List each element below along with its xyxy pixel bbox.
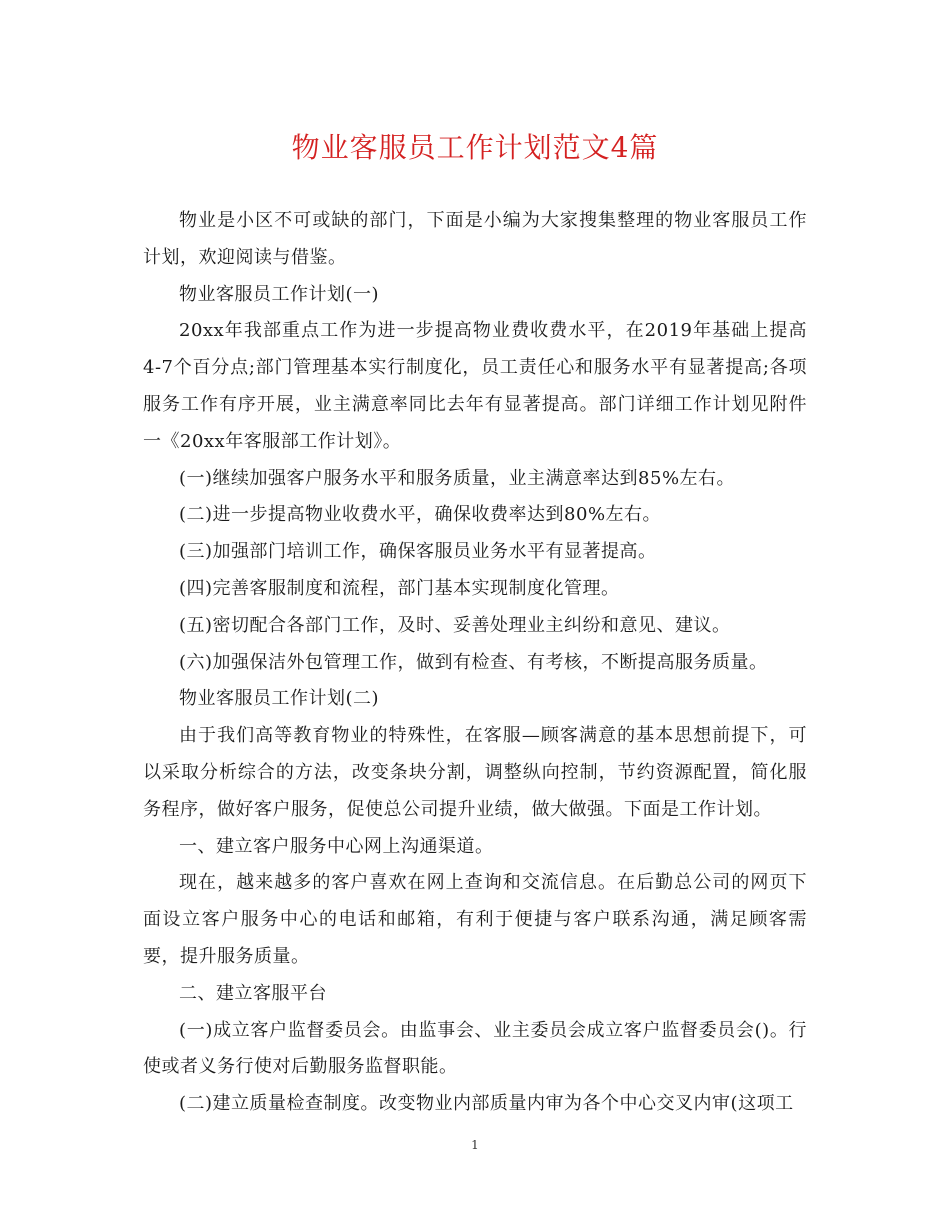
paragraph: 现在，越来越多的客户喜欢在网上查询和交流信息。在后勤总公司的网页下面设立客户服务中心的电话和邮箱，有利于便捷与客户联系沟通，满足顾客需要，提升服务质量。 bbox=[143, 872, 807, 967]
list-item: (一)继续加强客户服务水平和服务质量，业主满意率达到85%左右。 bbox=[179, 467, 736, 489]
subsection-heading: 一、建立客户服务中心网上沟通渠道。 bbox=[179, 835, 494, 857]
list-item: (五)密切配合各部门工作，及时、妥善处理业主纠纷和意见、建议。 bbox=[179, 614, 731, 636]
document-body bbox=[143, 203, 807, 1123]
subsection-heading: 二、建立客服平台 bbox=[179, 982, 327, 1004]
paragraph-intro: 物业是小区不可或缺的部门，下面是小编为大家搜集整理的物业客服员工作计划，欢迎阅读与借鉴。 bbox=[143, 210, 807, 268]
list-item: (二)进一步提高物业收费水平，确保收费率达到80%左右。 bbox=[179, 504, 662, 526]
page-number: 1 bbox=[471, 1138, 479, 1152]
list-item: (四)完善客服制度和流程，部门基本实现制度化管理。 bbox=[179, 577, 620, 599]
section-heading-plan-2: 物业客服员工作计划(二) bbox=[179, 688, 380, 710]
paragraph: 20xx年我部重点工作为进一步提高物业费收费水平，在2019年基础上提高4-7个百分点;部门管理基本实行制度化，员工责任心和服务水平有显著提高;各项服务工作有序开展，业主满意率同比去年有显著提高。部门详细工作计划见附件一《20xx年客服部工作计划》。 bbox=[143, 320, 807, 452]
list-item: (三)加强部门培训工作，确保客服员业务水平有显著提高。 bbox=[179, 541, 657, 563]
section-heading-plan-1: 物业客服员工作计划(一) bbox=[179, 283, 380, 305]
list-item: (一)成立客户监督委员会。由监事会、业主委员会成立客户监督委员会()。行使或者义务行使对后勤服务监督职能。 bbox=[143, 1019, 807, 1078]
list-item: (六)加强保洁外包管理工作，做到有检查、有考核，不断提高服务质量。 bbox=[179, 651, 768, 673]
list-item: (二)建立质量检查制度。改变物业内部质量内审为各个中心交叉内审(这项工 bbox=[179, 1093, 794, 1115]
document-title: 物业客服员工作计划范文4篇 bbox=[291, 131, 659, 164]
paragraph: 由于我们高等教育物业的特殊性，在客服—顾客满意的基本思想前提下，可以采取分析综合的方法，改变条块分割，调整纵向控制，节约资源配置，简化服务程序，做好客户服务，促使总公司提升业绩，做大做强。下面是工作计划。 bbox=[143, 725, 807, 820]
